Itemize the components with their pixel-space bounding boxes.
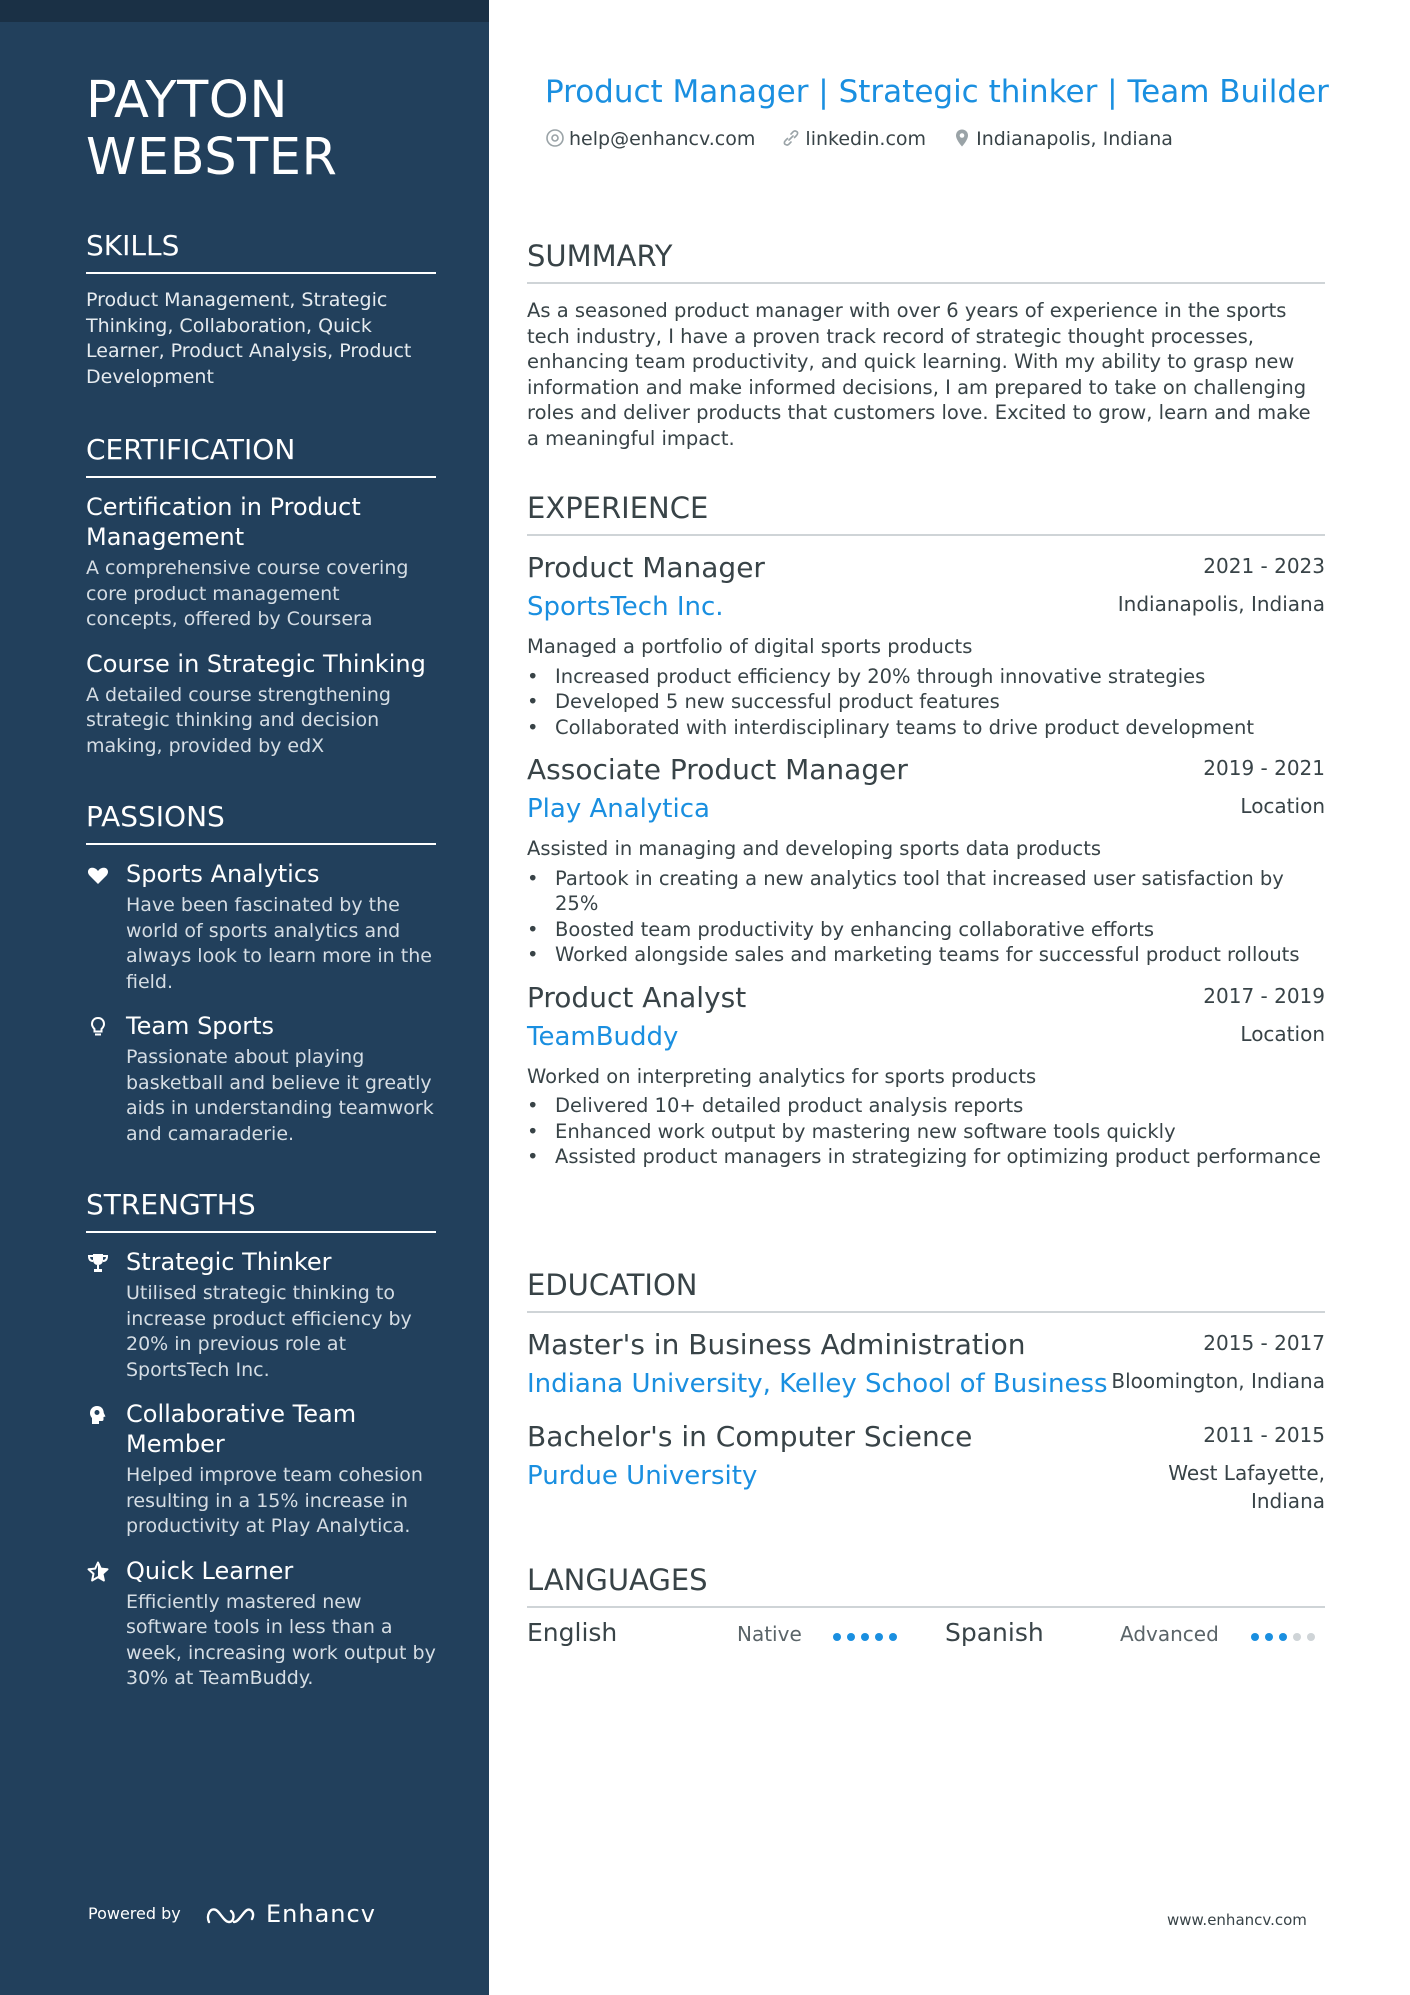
education-item (527, 1419, 1325, 1517)
certification-section (86, 432, 436, 759)
passions-section (86, 799, 436, 1147)
enhancv-logo-icon (206, 1902, 256, 1928)
job-bullet: • Developed 5 new successful product features (527, 689, 1325, 715)
education-dates: 2015 - 2017 (1203, 1331, 1325, 1355)
strength-desc: Efficiently mastered new software tools in less than a week, increasing work output by 30% at TeamBuddy. (126, 1590, 436, 1689)
skills-text: Product Management, Strategic Thinking, Collaboration, Quick Learner, Product Analysis, Product Development (86, 289, 412, 388)
strength-item (86, 1556, 436, 1692)
experience-heading: EXPERIENCE (527, 490, 1325, 536)
strength-item (86, 1399, 436, 1540)
star-icon (86, 1560, 110, 1584)
name-line-1: PAYTON (86, 71, 289, 130)
passion-desc: Passionate about playing basketball and believe it greatly aids in understanding teamwork and camaraderie. (126, 1046, 434, 1145)
proficiency-dot-filled (847, 1633, 855, 1641)
proficiency-dot-filled (875, 1633, 883, 1641)
language-level: Native (737, 1622, 802, 1646)
job-location: Location (1240, 794, 1325, 818)
job-dates: 2017 - 2019 (1203, 983, 1325, 1008)
at-icon (545, 128, 565, 148)
summary-heading: SUMMARY (527, 238, 1325, 284)
job-title: Associate Product Manager (527, 753, 908, 786)
passion-title: Sports Analytics (126, 860, 320, 888)
job-location: Indianapolis, Indiana (1117, 592, 1325, 616)
proficiency-dot-filled (1279, 1633, 1287, 1641)
languages-row (527, 1612, 1325, 1652)
job-description: Assisted in managing and developing sports data products (527, 837, 1102, 860)
job-bullet: • Assisted product managers in strategizing for optimizing product performance (527, 1144, 1325, 1170)
name-line-2: WEBSTER (86, 128, 338, 187)
strength-title: Quick Learner (126, 1556, 294, 1585)
certification-title: Course in Strategic Thinking (86, 649, 426, 678)
location-text: Indianapolis, Indiana (976, 128, 1173, 150)
powered-by-label: Powered by (88, 1904, 181, 1923)
job-bullet: • Boosted team productivity by enhancing collaborative efforts (527, 917, 1325, 943)
certification-title: Certification in Product Management (86, 493, 361, 551)
trophy-icon (86, 1251, 110, 1275)
job-bullets (527, 1093, 1325, 1170)
languages-heading: LANGUAGES (527, 1562, 1325, 1608)
degree-title: Master's in Business Administration (527, 1328, 1026, 1361)
linkedin-text: linkedin.com (805, 128, 927, 150)
proficiency-dot-empty (1293, 1633, 1301, 1641)
certification-item (86, 649, 436, 760)
link-icon (781, 128, 801, 148)
job-bullets (527, 866, 1325, 968)
certification-desc: A comprehensive course covering core product management concepts, offered by Coursera (86, 557, 409, 630)
location-contact (952, 128, 1173, 150)
experience-item (527, 752, 1325, 968)
education-heading: EDUCATION (527, 1267, 1325, 1313)
education-section (527, 1267, 1325, 1525)
job-bullet: • Collaborated with interdisciplinary teams to drive product development (527, 715, 1325, 741)
strengths-section (86, 1187, 436, 1692)
job-bullet: • Worked alongside sales and marketing teams for successful product rollouts (527, 942, 1325, 968)
passions-heading: PASSIONS (86, 799, 436, 845)
proficiency-dot-filled (833, 1633, 841, 1641)
degree-title: Bachelor's in Computer Science (527, 1420, 973, 1453)
job-title: Product Manager (527, 551, 765, 584)
proficiency-dot-filled (889, 1633, 897, 1641)
sidebar (0, 0, 489, 1995)
school-name: Purdue University (527, 1461, 758, 1491)
heart-icon (86, 863, 110, 887)
language-dots (833, 1626, 903, 1645)
job-dates: 2021 - 2023 (1203, 554, 1325, 578)
strength-item (86, 1247, 436, 1383)
footer-url[interactable]: www.enhancv.com (1167, 1911, 1307, 1929)
candidate-name (86, 72, 436, 186)
email-contact[interactable] (545, 128, 755, 150)
passion-title: Team Sports (126, 1012, 274, 1040)
proficiency-dot-filled (1265, 1633, 1273, 1641)
school-name: Indiana University, Kelley School of Business (527, 1369, 1108, 1399)
skills-heading: SKILLS (86, 228, 436, 274)
head-icon (86, 1403, 110, 1427)
proficiency-dot-filled (1251, 1633, 1259, 1641)
education-dates: 2011 - 2015 (1203, 1423, 1325, 1447)
experience-section (527, 490, 1325, 1182)
job-company: SportsTech Inc. (527, 592, 724, 622)
summary-section (527, 238, 1325, 451)
strength-title: Strategic Thinker (126, 1248, 332, 1276)
school-location (1168, 1459, 1325, 1515)
skills-section (86, 228, 436, 390)
passion-desc: Have been fascinated by the world of sports analytics and always look to learn more in the field. (126, 894, 432, 993)
job-bullet: • Enhanced work output by mastering new software tools quickly (527, 1119, 1325, 1145)
school-location-line-2: Indiana (1250, 1489, 1325, 1513)
contact-row (545, 128, 1193, 150)
job-company: TeamBuddy (527, 1021, 679, 1052)
strength-desc: Utilised strategic thinking to increase product efficiency by 20% in previous role at SportsTech Inc. (126, 1282, 412, 1381)
job-company: Play Analytica (527, 794, 710, 824)
job-dates: 2019 - 2021 (1203, 756, 1325, 780)
certification-desc: A detailed course strengthening strategic thinking and decision making, provided by edX (86, 683, 391, 757)
job-description: Managed a portfolio of digital sports products (527, 635, 973, 658)
strength-desc: Helped improve team cohesion resulting in a 15% increase in productivity at Play Analytica. (126, 1464, 423, 1537)
proficiency-dot-empty (1307, 1633, 1315, 1641)
language-dots (1251, 1626, 1321, 1645)
headline: Product Manager | Strategic thinker | Team Builder (545, 74, 1329, 110)
passion-item (86, 1011, 436, 1147)
languages-section (527, 1562, 1325, 1652)
language-name: Spanish (945, 1618, 1044, 1647)
proficiency-dot-filled (861, 1633, 869, 1641)
job-bullet: • Delivered 10+ detailed product analysis reports (527, 1093, 1325, 1119)
job-bullet: • Increased product efficiency by 20% through innovative strategies (527, 664, 1325, 690)
experience-item (527, 980, 1325, 1170)
language-level: Advanced (1120, 1622, 1219, 1646)
certification-item (86, 492, 436, 633)
linkedin-contact[interactable] (781, 128, 926, 150)
job-description: Worked on interpreting analytics for sports products (527, 1064, 1037, 1088)
language-name: English (527, 1618, 618, 1647)
school-location-line-1: West Lafayette, (1168, 1461, 1325, 1485)
job-bullet: • Partook in creating a new analytics tool that increased user satisfaction by 25% (527, 866, 1325, 917)
location-pin-icon (952, 128, 972, 148)
lightbulb-icon (86, 1015, 110, 1039)
school-location: Bloomington, Indiana (1111, 1369, 1325, 1393)
strength-title: Collaborative Team Member (126, 1400, 357, 1458)
experience-item (527, 550, 1325, 740)
job-bullets (527, 664, 1325, 741)
strengths-heading: STRENGTHS (86, 1187, 436, 1233)
certification-heading: CERTIFICATION (86, 432, 436, 478)
email-text: help@enhancv.com (569, 128, 756, 150)
job-title: Product Analyst (527, 980, 747, 1014)
sidebar-content (86, 72, 436, 1708)
passion-item (86, 859, 436, 995)
job-location: Location (1240, 1021, 1325, 1046)
sidebar-top-bar (0, 0, 489, 22)
education-item (527, 1327, 1325, 1411)
summary-text: As a seasoned product manager with over 6 years of experience in the sports tech industry, I have a proven track record of strategic thought processes, enhancing team productivity, and quick learning. With my ability to grasp new information and make informed decisions, I am prepared to take on challenging roles and deliver products that customers love. Excited to grow, learn and make a meaningful impact. (527, 299, 1311, 450)
enhancv-brand-name: Enhancv (266, 1900, 376, 1928)
